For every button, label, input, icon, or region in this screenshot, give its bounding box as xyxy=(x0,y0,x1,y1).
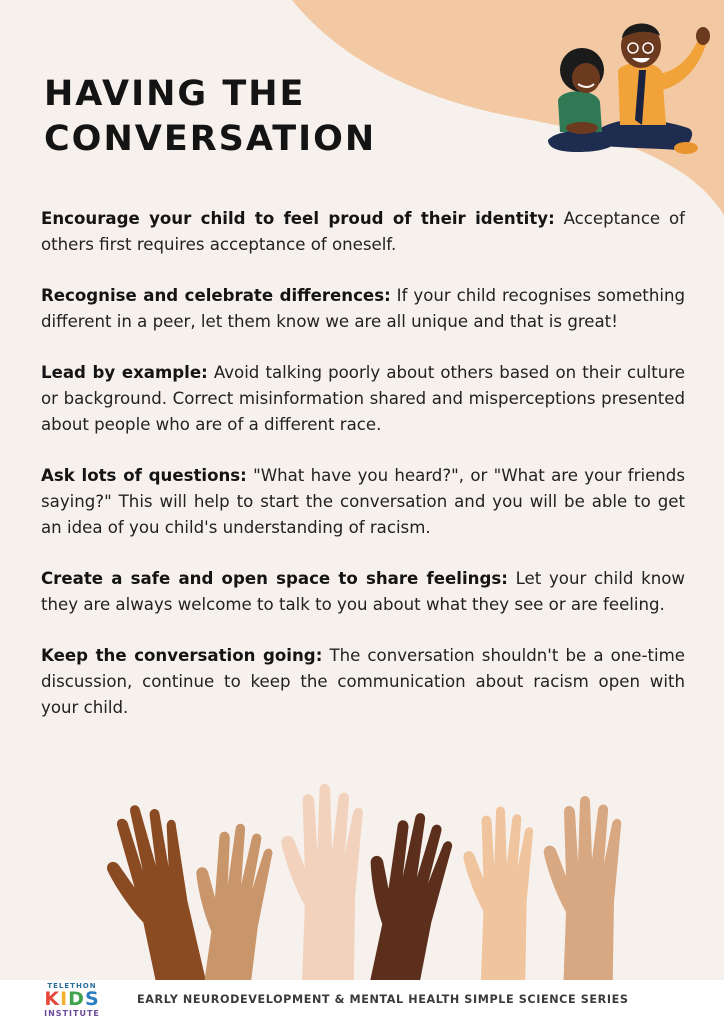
tip-text: If your child recognises something different in a peer, let them know we are all unique and that is great! xyxy=(41,286,685,331)
footer-bar xyxy=(0,980,724,1024)
hand-shape xyxy=(544,796,622,982)
tip-heading: Encourage your child to feel proud of their identity: xyxy=(41,209,555,228)
tip-text: Acceptance of others first requires acceptance of oneself. xyxy=(41,209,685,254)
logo-top-text: TELETHON xyxy=(47,982,97,990)
telethon-kids-logo xyxy=(40,982,104,1018)
tip-text: "What have you heard?", or "What are your friends saying?" This will help to start the conversation and you will be able to get an idea of you child's understanding of racism. xyxy=(41,466,685,537)
hand-shape xyxy=(463,807,533,982)
tip-paragraph xyxy=(41,283,685,335)
hand-shape xyxy=(281,784,362,982)
tip-text: Let your child know they are always welcome to talk to you about what they see or are feeling. xyxy=(41,569,685,614)
tip-paragraph xyxy=(41,206,685,258)
title-line-2: CONVERSATION xyxy=(44,119,377,159)
raised-hands-illustration xyxy=(0,760,724,982)
parent-and-child-illustration xyxy=(538,10,718,160)
tip-text: Avoid talking poorly about others based on their culture or background. Correct misinformation shared and misperceptions presented about people who are of a different race. xyxy=(41,363,685,434)
logo-kids-text: KIDS xyxy=(44,988,100,1010)
tip-paragraph xyxy=(41,566,685,618)
tip-text: The conversation shouldn't be a one-time discussion, continue to keep the communication about racism open with your child. xyxy=(41,646,685,717)
page-title xyxy=(44,72,376,162)
tip-paragraph xyxy=(41,463,685,541)
title-line-1: HAVING THE xyxy=(44,74,306,114)
tip-heading: Recognise and celebrate differences: xyxy=(41,286,391,305)
tip-paragraph xyxy=(41,643,685,721)
series-title: EARLY NEURODEVELOPMENT & MENTAL HEALTH SIMPLE SCIENCE SERIES xyxy=(137,993,629,1006)
logo-bottom-text: INSTITUTE xyxy=(44,1009,100,1018)
tip-heading: Keep the conversation going: xyxy=(41,646,323,665)
tip-heading: Lead by example: xyxy=(41,363,208,382)
tip-heading: Ask lots of questions: xyxy=(41,466,247,485)
tip-heading: Create a safe and open space to share feelings: xyxy=(41,569,508,588)
tip-paragraph xyxy=(41,360,685,438)
tips-list xyxy=(41,206,685,746)
